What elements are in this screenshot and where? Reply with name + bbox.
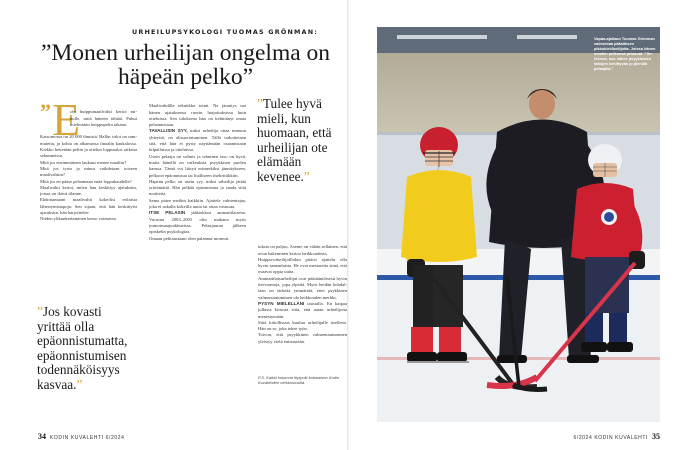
article-column-2 bbox=[149, 97, 246, 425]
article-subhead-1: TAVALLISIN SYY, bbox=[149, 128, 188, 134]
article-body-3: tuksia on paljon. Aseme on vähän sellainen, että avun hakeminen kertoo heikkoudesta. Huippu-urheilijoillakin pitäisi ajattelu olla hyvin samanlaista. He ovat mestareita siinä, että osaavat oppia uutta. Ammattilaisurheilijat ovat pääsääntöisesti hyvin itsevarmoja, jopa ylpeitä. Myös heidän kohdallaan on tärkeää ymmärtää, ettei psykkinen valmentautuminen ole heikkouden merkki. bbox=[258, 244, 347, 300]
article-column-3 bbox=[258, 238, 347, 418]
article-subhead-3: PYSYN MIELELLÄNI bbox=[258, 300, 305, 306]
dropcap-letter: E bbox=[52, 94, 81, 145]
article-subhead-2: ITSE PELASIN bbox=[149, 210, 186, 216]
hero-photo bbox=[377, 27, 660, 422]
pullquote-left-close: ” bbox=[76, 376, 83, 392]
headline: ”Monen urheilijan ongelma on häpeän pelko” bbox=[40, 40, 331, 90]
article-lede: rän huippumaailvahti kertoi minulle, mitä häneen tähtää. Puhui mielestään huippupelin takana. bbox=[70, 109, 137, 127]
dropcap-quote-mark: ” bbox=[40, 99, 51, 124]
pullquote-right-close: ” bbox=[303, 168, 310, 184]
article-body-1: Katsomossa on 20 000 ihmistä. Hallin valot on sammutettu, ja kohta on alkamassa finaalin kaukalossa. Kiekko heitetään peliin ja ottelun lopputulos ratkeaa sekunneissa. Mitä jos ensimmäinen laukaus menee maaliin? Mitä jos tyrin ja minut vaihdetaan toiseen maalivahtiin? Mitä jos en pääse pelaamaan enää loppukaudella? Maalivahti kertoi, miten hän keskittyy ajatuksiin, joissa on ikävä tilanne. Ehdottamaani maalivahti kokeilisi erilaisia lähestymistapoja. Sen sijaan, että hän keskittyisi ajatuksiin, hän harjoittelee. Niiden ylikunkertaminen ketoo voimassa. bbox=[40, 134, 137, 222]
page-number-right: 35 bbox=[652, 432, 660, 441]
hockey-coaching-illustration bbox=[377, 27, 660, 422]
folio-left-text: KODIN KUVALEHTI 6/2024 bbox=[50, 435, 125, 441]
pullquote-left-open: ” bbox=[37, 304, 43, 319]
photo-caption: Vapaa-ajallaan Tuomas Grönman valmentaa pääsiäisen pikkukieklkoilijoita. Joissa hänen omakin poikansa pelaavat. ”On hienoa, kun näkee psyykkisten taitojen kehittyvän jo pienillä pelaajilla.” bbox=[594, 36, 656, 71]
pullquote-right bbox=[257, 97, 349, 185]
pullquote-right-open: ” bbox=[257, 96, 263, 111]
article-body-3b: taustalla. En kaipaa julkista kiitosta siitä, että autan urheilijoita menestymään. Siitä kiitollisuus kuuluu urheilijalle itselleen. Hän on se, joka tekee työn. Toivon, että psyykkinen valmentautuminen yleistyy vielä entisestään. bbox=[258, 300, 347, 344]
folio-left bbox=[38, 432, 125, 441]
article-body-2: Maalivahdille tekniikka toimi. Ne jännitys saa hänen ajatuksensa ruorin harjoituksissa kuin otteluissa. Sen tuloksena hän on kehittänyt omaa pelaamistaan. bbox=[149, 103, 246, 128]
page-number-left: 34 bbox=[38, 432, 46, 441]
article-column-1 bbox=[40, 103, 137, 303]
folio-right-text: 6/2024 KODIN KUVALEHTI bbox=[573, 435, 648, 441]
photo-credit: P.S. Kaikki kolumnit löytyvät kotimaisen Kodin Kuvalehden verkkosivuilta. bbox=[258, 375, 340, 386]
article-body-2b: miksi urheilija ottaa minuun yhteyttä, on alisuoriutuminen. Tällä tarkoitetaan sitä, että hän ei pysty näyttämään osaamistaan kilpailuissa ja otteluissa. Usein pelaaja on valmis ja tekninen taso on hyvä, mutta hänellä on vaikeuksia psyykkisen puolen kanssa. Tämä voi liittyä esimerkiksi jännitykseen, pelkoon epäonnistua tai liialliseen itsekritiikkiin. Häpeän pelko on usein syy, miksi urheilija jättää yrittämättä. Hän pelkää epäonnistua ja saada siitä moitteita. Sama pätee meihin kaikkiin. Ajattele valmentajaa, joka ei uskalla kokeilla uutta tai ottaa vastuuta. bbox=[149, 128, 246, 210]
article-body-2c: jääkiekkoa ammattilaisena. Vuosina 2003–2005 olin mukana myös juniorimaajoukkueissa. Pelaajauran jälkeen opiskelin psykologiaa. Omaan pelitaustaani olen palannut monesti. bbox=[149, 210, 246, 241]
pullquote-right-text: Tulee hyvä mieli, kun huomaan, että urheilijan ote elämään kevenee. bbox=[257, 96, 332, 184]
folio-right bbox=[573, 432, 660, 441]
kicker: URHEILUPSYKOLOGI TUOMAS GRÖNMAN: bbox=[131, 28, 319, 36]
page-gutter bbox=[347, 0, 349, 450]
pullquote-left-text: Jos kovasti yrittää olla epäonnistumatta, epäonnistumisen todennäköisyys kasvaa. bbox=[37, 304, 128, 392]
pullquote-left bbox=[37, 305, 137, 393]
